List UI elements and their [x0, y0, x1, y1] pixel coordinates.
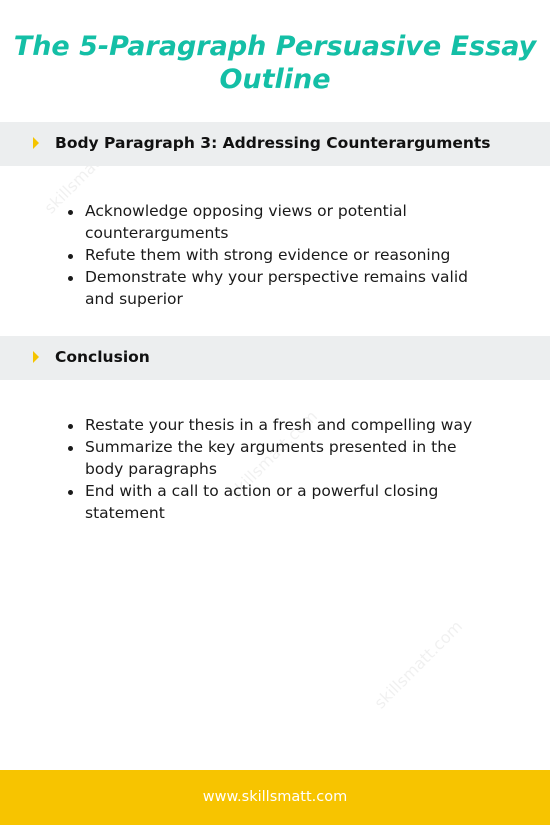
- bullet-list-body-paragraph-3: [0, 200, 550, 310]
- arrow-marker-icon: [33, 351, 39, 363]
- watermark: skillsmatt.com: [40, 121, 137, 218]
- bullet-dot-icon: [68, 276, 73, 281]
- list-item-text: End with a call to action or a powerful closing statement: [85, 482, 439, 522]
- list-item-text: Acknowledge opposing views or potential counterarguments: [85, 202, 407, 242]
- title-line-1: The 5-Paragraph Persuasive Essay: [13, 31, 537, 62]
- title-line-2: Outline: [219, 64, 331, 95]
- list-item-text: Demonstrate why your perspective remains valid and superior: [85, 268, 468, 308]
- arrow-marker-icon: [33, 137, 39, 149]
- page-title: [0, 30, 550, 96]
- section-header-body-paragraph-3: [0, 122, 550, 166]
- section-heading: Body Paragraph 3: Addressing Counterarguments: [55, 134, 491, 152]
- section-heading: Conclusion: [55, 348, 150, 366]
- list-item: [0, 480, 550, 524]
- bullet-dot-icon: [68, 424, 73, 429]
- watermark: skillsmatt.com: [225, 406, 322, 503]
- bullet-dot-icon: [68, 210, 73, 215]
- list-item: [0, 436, 550, 480]
- list-item-text: Restate your thesis in a fresh and compelling way: [85, 416, 473, 434]
- footer-url[interactable]: www.skillsmatt.com: [202, 789, 348, 805]
- bullet-dot-icon: [68, 490, 73, 495]
- list-item-text: Refute them with strong evidence or reasoning: [85, 246, 451, 264]
- list-item: [0, 414, 550, 436]
- section-header-conclusion: [0, 336, 550, 380]
- watermark: skillsmatt.com: [370, 616, 467, 713]
- list-item: [0, 244, 550, 266]
- bullet-dot-icon: [68, 446, 73, 451]
- list-item: [0, 266, 550, 310]
- list-item-text: Summarize the key arguments presented in the body paragraphs: [85, 438, 457, 478]
- list-item: [0, 200, 550, 244]
- footer-bar: [0, 770, 550, 825]
- bullet-list-conclusion: [0, 414, 550, 524]
- bullet-dot-icon: [68, 254, 73, 259]
